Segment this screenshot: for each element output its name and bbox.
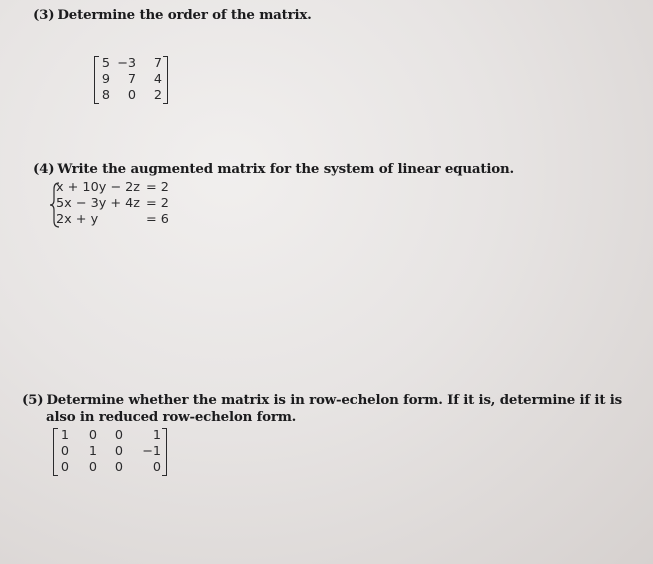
matrix-cell: 0 <box>114 460 123 475</box>
problem-4-text: Write the augmented matrix for the system of linear equation. <box>57 161 514 177</box>
problem-5-heading-line-2 <box>46 408 296 426</box>
matrix-right-bracket <box>163 56 168 104</box>
system-brace <box>49 182 61 228</box>
problem-4-heading <box>33 160 514 178</box>
matrix-cell: 0 <box>114 428 123 443</box>
matrix-grid <box>100 56 162 104</box>
problem-5-text-line-1: Determine whether the matrix is in row-echelon form. If it is, determine if it is <box>46 392 622 408</box>
equation-3-left: 2x + y <box>56 212 99 227</box>
problem-3-heading <box>33 6 312 24</box>
equation-2-right: = 2 <box>146 196 169 211</box>
matrix-cell: 7 <box>153 56 162 71</box>
equation-1-right: = 2 <box>146 180 169 195</box>
matrix-cell: 0 <box>152 460 161 475</box>
matrix-cell: 9 <box>101 72 110 87</box>
matrix-grid <box>59 428 161 476</box>
matrix-cell: 1 <box>60 428 69 443</box>
equation-2-left: 5x − 3y + 4z <box>56 196 141 211</box>
matrix-cell: 7 <box>127 72 136 87</box>
matrix-cell: 5 <box>101 56 110 71</box>
problem-5-heading <box>22 391 622 409</box>
matrix-cell: 0 <box>88 460 97 475</box>
matrix-cell: 1 <box>88 444 97 459</box>
problem-4-number: (4) <box>33 161 55 177</box>
problem-5-matrix <box>53 428 167 476</box>
problem-3-matrix <box>94 56 168 104</box>
matrix-cell: 0 <box>114 444 123 459</box>
matrix-right-bracket <box>162 428 167 476</box>
system-equations <box>56 180 169 228</box>
problem-3-number: (3) <box>33 7 55 23</box>
matrix-cell: 2 <box>153 88 162 103</box>
matrix-cell: −1 <box>142 444 161 459</box>
problem-5-text-line-2: also in reduced row-echelon form. <box>46 409 297 425</box>
matrix-cell: 0 <box>127 88 136 103</box>
matrix-left-bracket <box>53 428 58 476</box>
matrix-cell: −3 <box>117 56 136 71</box>
matrix-left-bracket <box>94 56 99 104</box>
problem-3-text: Determine the order of the matrix. <box>57 7 312 23</box>
matrix-cell: 0 <box>60 444 69 459</box>
linear-system <box>56 180 169 228</box>
equation-3-right: = 6 <box>146 212 169 227</box>
problem-5-number: (5) <box>22 392 44 408</box>
matrix-cell: 1 <box>152 428 161 443</box>
matrix-cell: 8 <box>101 88 110 103</box>
matrix-cell: 0 <box>88 428 97 443</box>
matrix-cell: 0 <box>60 460 69 475</box>
matrix-cell: 4 <box>153 72 162 87</box>
equation-1-left: x + 10y − 2z <box>56 180 141 195</box>
